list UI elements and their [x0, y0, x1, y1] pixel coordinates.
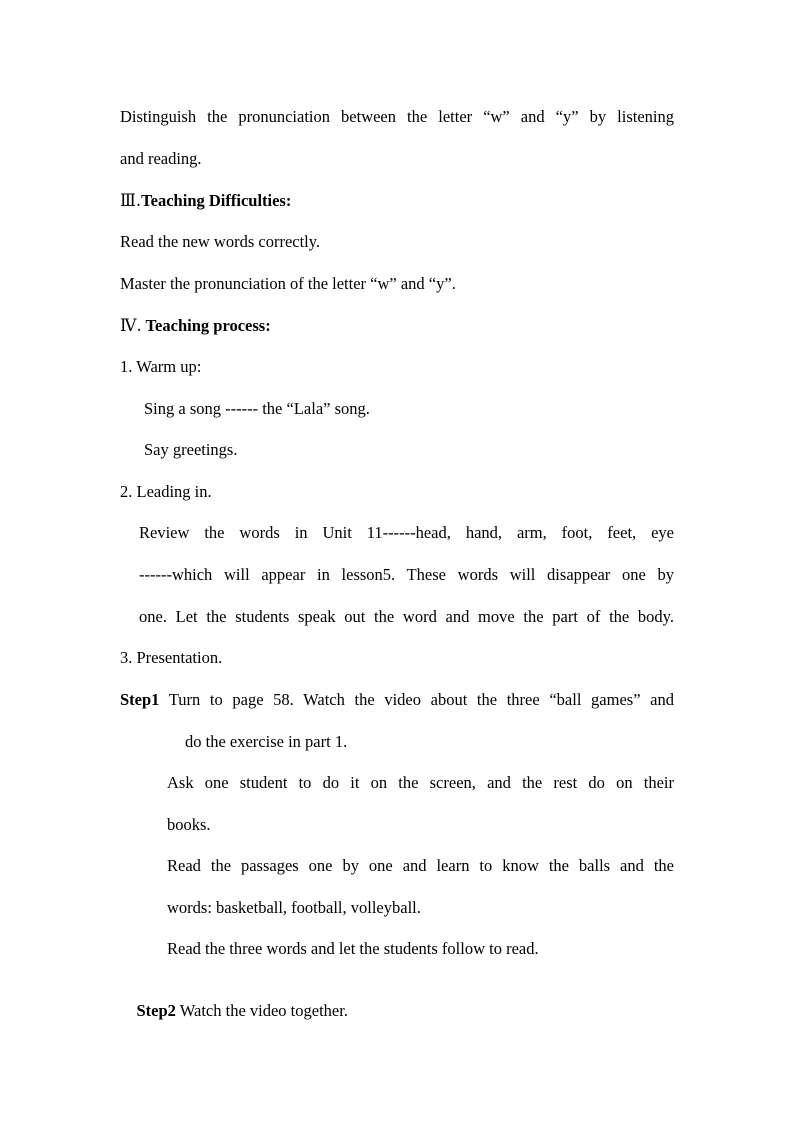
section-3-heading [120, 191, 674, 211]
section-4-numeral: Ⅳ. [120, 316, 142, 335]
step1-line-2: do the exercise in part 1. [185, 732, 348, 751]
warmup-title: 1. Warm up: [120, 357, 202, 376]
step1-label: Step1 [120, 690, 160, 709]
leading-line-1: Review the words in Unit 11------head, hand, arm, foot, feet, eye [139, 523, 674, 542]
step1-ask-line-1: Ask one student to do it on the screen, and the rest do on their [167, 773, 674, 792]
step1-read-line-1: Read the passages one by one and learn to know the balls and the [167, 856, 674, 875]
leading-line-3: one. Let the students speak out the word and move the part of the body. [139, 607, 674, 626]
objectives-line-2: and reading. [120, 149, 202, 168]
section-3-numeral: Ⅲ. [120, 191, 142, 210]
presentation-title: 3. Presentation. [120, 648, 223, 667]
section-3-title: Teaching Difficulties: [141, 191, 292, 210]
warmup-item-greetings: Say greetings. [144, 440, 238, 459]
objectives-line-1: Distinguish the pronunciation between the letter “w” and “y” by listening [120, 107, 674, 126]
step2-label: Step2 [136, 1001, 176, 1020]
step1-read-line-2: words: basketball, football, volleyball. [167, 898, 421, 917]
difficulty-item-2: Master the pronunciation of the letter “w” and “y”. [120, 274, 456, 293]
step1-read-three: Read the three words and let the students follow to read. [167, 939, 539, 958]
warmup-item-song: Sing a song ------ the “Lala” song. [144, 399, 370, 418]
section-4-title: Teaching process: [141, 316, 271, 335]
step2-text: Watch the video together. [175, 1001, 348, 1020]
step1-text: Turn to page 58. Watch the video about the three “ball games” and [159, 690, 674, 709]
step1-ask-line-2: books. [167, 815, 211, 834]
leading-line-2: ------which will appear in lesson5. These words will disappear one by [139, 565, 674, 584]
leading-title: 2. Leading in. [120, 482, 212, 501]
step2-line [120, 981, 674, 1041]
step1-line-1 [120, 690, 674, 710]
section-4-heading [120, 316, 674, 336]
difficulty-item-1: Read the new words correctly. [120, 232, 321, 251]
